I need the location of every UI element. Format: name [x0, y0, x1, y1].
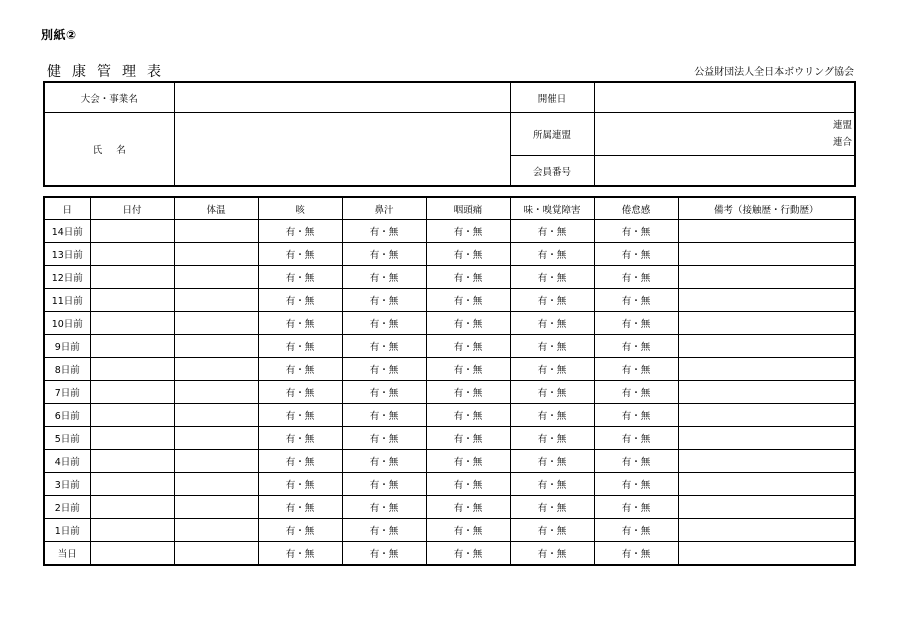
day-label: 2日前: [44, 496, 90, 519]
fatigue-checkbox[interactable]: 有・無: [594, 358, 678, 381]
notes-field[interactable]: [678, 519, 855, 542]
temperature-field[interactable]: [174, 427, 258, 450]
table-row: [44, 404, 855, 427]
temperature-field[interactable]: [174, 519, 258, 542]
runny-nose-checkbox[interactable]: 有・無: [342, 496, 426, 519]
runny-nose-checkbox[interactable]: 有・無: [342, 381, 426, 404]
runny-nose-checkbox[interactable]: 有・無: [342, 404, 426, 427]
sore-throat-checkbox[interactable]: 有・無: [426, 335, 510, 358]
runny-nose-checkbox[interactable]: 有・無: [342, 473, 426, 496]
fatigue-checkbox[interactable]: 有・無: [594, 381, 678, 404]
day-label: 13日前: [44, 243, 90, 266]
runny-nose-checkbox[interactable]: 有・無: [342, 243, 426, 266]
name-field[interactable]: [174, 113, 510, 187]
day-label: 9日前: [44, 335, 90, 358]
temperature-field[interactable]: [174, 335, 258, 358]
sore-throat-checkbox[interactable]: 有・無: [426, 427, 510, 450]
cough-checkbox[interactable]: 有・無: [258, 404, 342, 427]
notes-field[interactable]: [678, 358, 855, 381]
table-row: [44, 542, 855, 566]
day-label: 5日前: [44, 427, 90, 450]
temperature-field[interactable]: [174, 450, 258, 473]
notes-field[interactable]: [678, 266, 855, 289]
cough-checkbox[interactable]: 有・無: [258, 266, 342, 289]
sore-throat-checkbox[interactable]: 有・無: [426, 358, 510, 381]
sore-throat-checkbox[interactable]: 有・無: [426, 450, 510, 473]
taste-smell-checkbox[interactable]: 有・無: [510, 496, 594, 519]
cough-checkbox[interactable]: 有・無: [258, 427, 342, 450]
health-log-table: [43, 196, 856, 566]
sore-throat-checkbox[interactable]: 有・無: [426, 404, 510, 427]
cough-checkbox[interactable]: 有・無: [258, 519, 342, 542]
date-field[interactable]: [90, 312, 174, 335]
runny-nose-checkbox[interactable]: 有・無: [342, 427, 426, 450]
date-field[interactable]: [90, 404, 174, 427]
notes-field[interactable]: [678, 496, 855, 519]
member-number-field[interactable]: [594, 156, 855, 187]
fatigue-checkbox[interactable]: 有・無: [594, 289, 678, 312]
table-row: [44, 220, 855, 243]
date-field[interactable]: [90, 335, 174, 358]
cough-checkbox[interactable]: 有・無: [258, 289, 342, 312]
sore-throat-checkbox[interactable]: 有・無: [426, 266, 510, 289]
taste-smell-checkbox[interactable]: 有・無: [510, 450, 594, 473]
runny-nose-checkbox[interactable]: 有・無: [342, 289, 426, 312]
fatigue-checkbox[interactable]: 有・無: [594, 519, 678, 542]
date-field[interactable]: [90, 220, 174, 243]
taste-smell-checkbox[interactable]: 有・無: [510, 381, 594, 404]
temperature-field[interactable]: [174, 404, 258, 427]
taste-smell-checkbox[interactable]: 有・無: [510, 220, 594, 243]
column-header-day: 日: [44, 197, 90, 220]
table-row: [44, 289, 855, 312]
notes-field[interactable]: [678, 404, 855, 427]
sore-throat-checkbox[interactable]: 有・無: [426, 496, 510, 519]
event-name-label: 大会・事業名: [44, 82, 174, 113]
sore-throat-checkbox[interactable]: 有・無: [426, 381, 510, 404]
cough-checkbox[interactable]: 有・無: [258, 312, 342, 335]
fatigue-checkbox[interactable]: 有・無: [594, 220, 678, 243]
taste-smell-checkbox[interactable]: 有・無: [510, 358, 594, 381]
fatigue-checkbox[interactable]: 有・無: [594, 335, 678, 358]
sore-throat-checkbox[interactable]: 有・無: [426, 243, 510, 266]
runny-nose-checkbox[interactable]: 有・無: [342, 266, 426, 289]
taste-smell-checkbox[interactable]: 有・無: [510, 519, 594, 542]
fatigue-checkbox[interactable]: 有・無: [594, 450, 678, 473]
cough-checkbox[interactable]: 有・無: [258, 335, 342, 358]
temperature-field[interactable]: [174, 312, 258, 335]
temperature-field[interactable]: [174, 289, 258, 312]
date-field[interactable]: [90, 450, 174, 473]
sore-throat-checkbox[interactable]: 有・無: [426, 519, 510, 542]
column-header-temperature: 体温: [174, 197, 258, 220]
notes-field[interactable]: [678, 220, 855, 243]
name-label: [44, 113, 174, 187]
organization-name: 公益財団法人全日本ボウリング協会: [694, 67, 854, 78]
event-name-field[interactable]: [174, 82, 510, 113]
date-field[interactable]: [90, 519, 174, 542]
sore-throat-checkbox[interactable]: 有・無: [426, 220, 510, 243]
table-row: [44, 266, 855, 289]
day-label: 10日前: [44, 312, 90, 335]
event-date-field[interactable]: [594, 82, 855, 113]
affiliation-option-renmei: 連盟: [832, 120, 852, 131]
taste-smell-checkbox[interactable]: 有・無: [510, 404, 594, 427]
affiliation-field[interactable]: [594, 113, 855, 156]
column-header-date: 日付: [90, 197, 174, 220]
fatigue-checkbox[interactable]: 有・無: [594, 427, 678, 450]
day-label: 11日前: [44, 289, 90, 312]
table-row: [44, 473, 855, 496]
column-header-sore-throat: 咽頭痛: [426, 197, 510, 220]
table-row: [44, 381, 855, 404]
date-field[interactable]: [90, 496, 174, 519]
notes-field[interactable]: [678, 473, 855, 496]
event-date-label: 開催日: [510, 82, 594, 113]
runny-nose-checkbox[interactable]: 有・無: [342, 450, 426, 473]
taste-smell-checkbox[interactable]: 有・無: [510, 427, 594, 450]
table-row: [44, 427, 855, 450]
cough-checkbox[interactable]: 有・無: [258, 450, 342, 473]
affiliation-label: 所属連盟: [510, 113, 594, 156]
date-field[interactable]: [90, 473, 174, 496]
column-header-notes: 備考（接触歴・行動歴）: [678, 197, 855, 220]
document-title: 健康管理表: [47, 64, 172, 80]
day-label: 7日前: [44, 381, 90, 404]
table-row: [44, 519, 855, 542]
temperature-field[interactable]: [174, 243, 258, 266]
fatigue-checkbox[interactable]: 有・無: [594, 404, 678, 427]
runny-nose-checkbox[interactable]: 有・無: [342, 542, 426, 566]
notes-field[interactable]: [678, 450, 855, 473]
table-row: [44, 335, 855, 358]
taste-smell-checkbox[interactable]: 有・無: [510, 266, 594, 289]
fatigue-checkbox[interactable]: 有・無: [594, 312, 678, 335]
fatigue-checkbox[interactable]: 有・無: [594, 473, 678, 496]
sore-throat-checkbox[interactable]: 有・無: [426, 289, 510, 312]
date-field[interactable]: [90, 381, 174, 404]
sore-throat-checkbox[interactable]: 有・無: [426, 542, 510, 566]
date-field[interactable]: [90, 289, 174, 312]
notes-field[interactable]: [678, 427, 855, 450]
column-header-runny-nose: 鼻汁: [342, 197, 426, 220]
notes-field[interactable]: [678, 542, 855, 566]
affiliation-option-rengo: 連合: [832, 137, 852, 148]
runny-nose-checkbox[interactable]: 有・無: [342, 335, 426, 358]
table-row: [44, 496, 855, 519]
column-header-taste-smell: 味・嗅覚障害: [510, 197, 594, 220]
runny-nose-checkbox[interactable]: 有・無: [342, 312, 426, 335]
temperature-field[interactable]: [174, 496, 258, 519]
table-row: [44, 312, 855, 335]
column-header-cough: 咳: [258, 197, 342, 220]
notes-field[interactable]: [678, 312, 855, 335]
taste-smell-checkbox[interactable]: 有・無: [510, 335, 594, 358]
table-row: [44, 243, 855, 266]
notes-field[interactable]: [678, 289, 855, 312]
date-field[interactable]: [90, 266, 174, 289]
date-field[interactable]: [90, 427, 174, 450]
day-label: 3日前: [44, 473, 90, 496]
column-header-fatigue: 倦怠感: [594, 197, 678, 220]
cough-checkbox[interactable]: 有・無: [258, 358, 342, 381]
notes-field[interactable]: [678, 243, 855, 266]
day-label: 12日前: [44, 266, 90, 289]
taste-smell-checkbox[interactable]: 有・無: [510, 542, 594, 566]
day-label: 4日前: [44, 450, 90, 473]
runny-nose-checkbox[interactable]: 有・無: [342, 220, 426, 243]
temperature-field[interactable]: [174, 381, 258, 404]
cough-checkbox[interactable]: 有・無: [258, 381, 342, 404]
name-label-part1: 氏: [92, 145, 103, 156]
cough-checkbox[interactable]: 有・無: [258, 243, 342, 266]
table-row: [44, 450, 855, 473]
runny-nose-checkbox[interactable]: 有・無: [342, 358, 426, 381]
fatigue-checkbox[interactable]: 有・無: [594, 496, 678, 519]
date-field[interactable]: [90, 542, 174, 566]
fatigue-checkbox[interactable]: 有・無: [594, 542, 678, 566]
taste-smell-checkbox[interactable]: 有・無: [510, 473, 594, 496]
log-header-row: [44, 197, 855, 220]
cough-checkbox[interactable]: 有・無: [258, 496, 342, 519]
taste-smell-checkbox[interactable]: 有・無: [510, 289, 594, 312]
cough-checkbox[interactable]: 有・無: [258, 542, 342, 566]
fatigue-checkbox[interactable]: 有・無: [594, 266, 678, 289]
temperature-field[interactable]: [174, 358, 258, 381]
notes-field[interactable]: [678, 335, 855, 358]
notes-field[interactable]: [678, 381, 855, 404]
day-label: 1日前: [44, 519, 90, 542]
taste-smell-checkbox[interactable]: 有・無: [510, 312, 594, 335]
sore-throat-checkbox[interactable]: 有・無: [426, 312, 510, 335]
sore-throat-checkbox[interactable]: 有・無: [426, 473, 510, 496]
day-label: 14日前: [44, 220, 90, 243]
day-label: 8日前: [44, 358, 90, 381]
attachment-label: 別紙②: [41, 28, 77, 42]
temperature-field[interactable]: [174, 542, 258, 566]
temperature-field[interactable]: [174, 473, 258, 496]
cough-checkbox[interactable]: 有・無: [258, 220, 342, 243]
fatigue-checkbox[interactable]: 有・無: [594, 243, 678, 266]
name-label-part2: 名: [116, 145, 126, 156]
taste-smell-checkbox[interactable]: 有・無: [510, 243, 594, 266]
table-row: [44, 358, 855, 381]
cough-checkbox[interactable]: 有・無: [258, 473, 342, 496]
date-field[interactable]: [90, 243, 174, 266]
temperature-field[interactable]: [174, 220, 258, 243]
date-field[interactable]: [90, 358, 174, 381]
day-label: 6日前: [44, 404, 90, 427]
temperature-field[interactable]: [174, 266, 258, 289]
member-number-label: 会員番号: [510, 156, 594, 187]
participant-info-table: [43, 81, 856, 187]
runny-nose-checkbox[interactable]: 有・無: [342, 519, 426, 542]
day-label: 当日: [44, 542, 90, 566]
